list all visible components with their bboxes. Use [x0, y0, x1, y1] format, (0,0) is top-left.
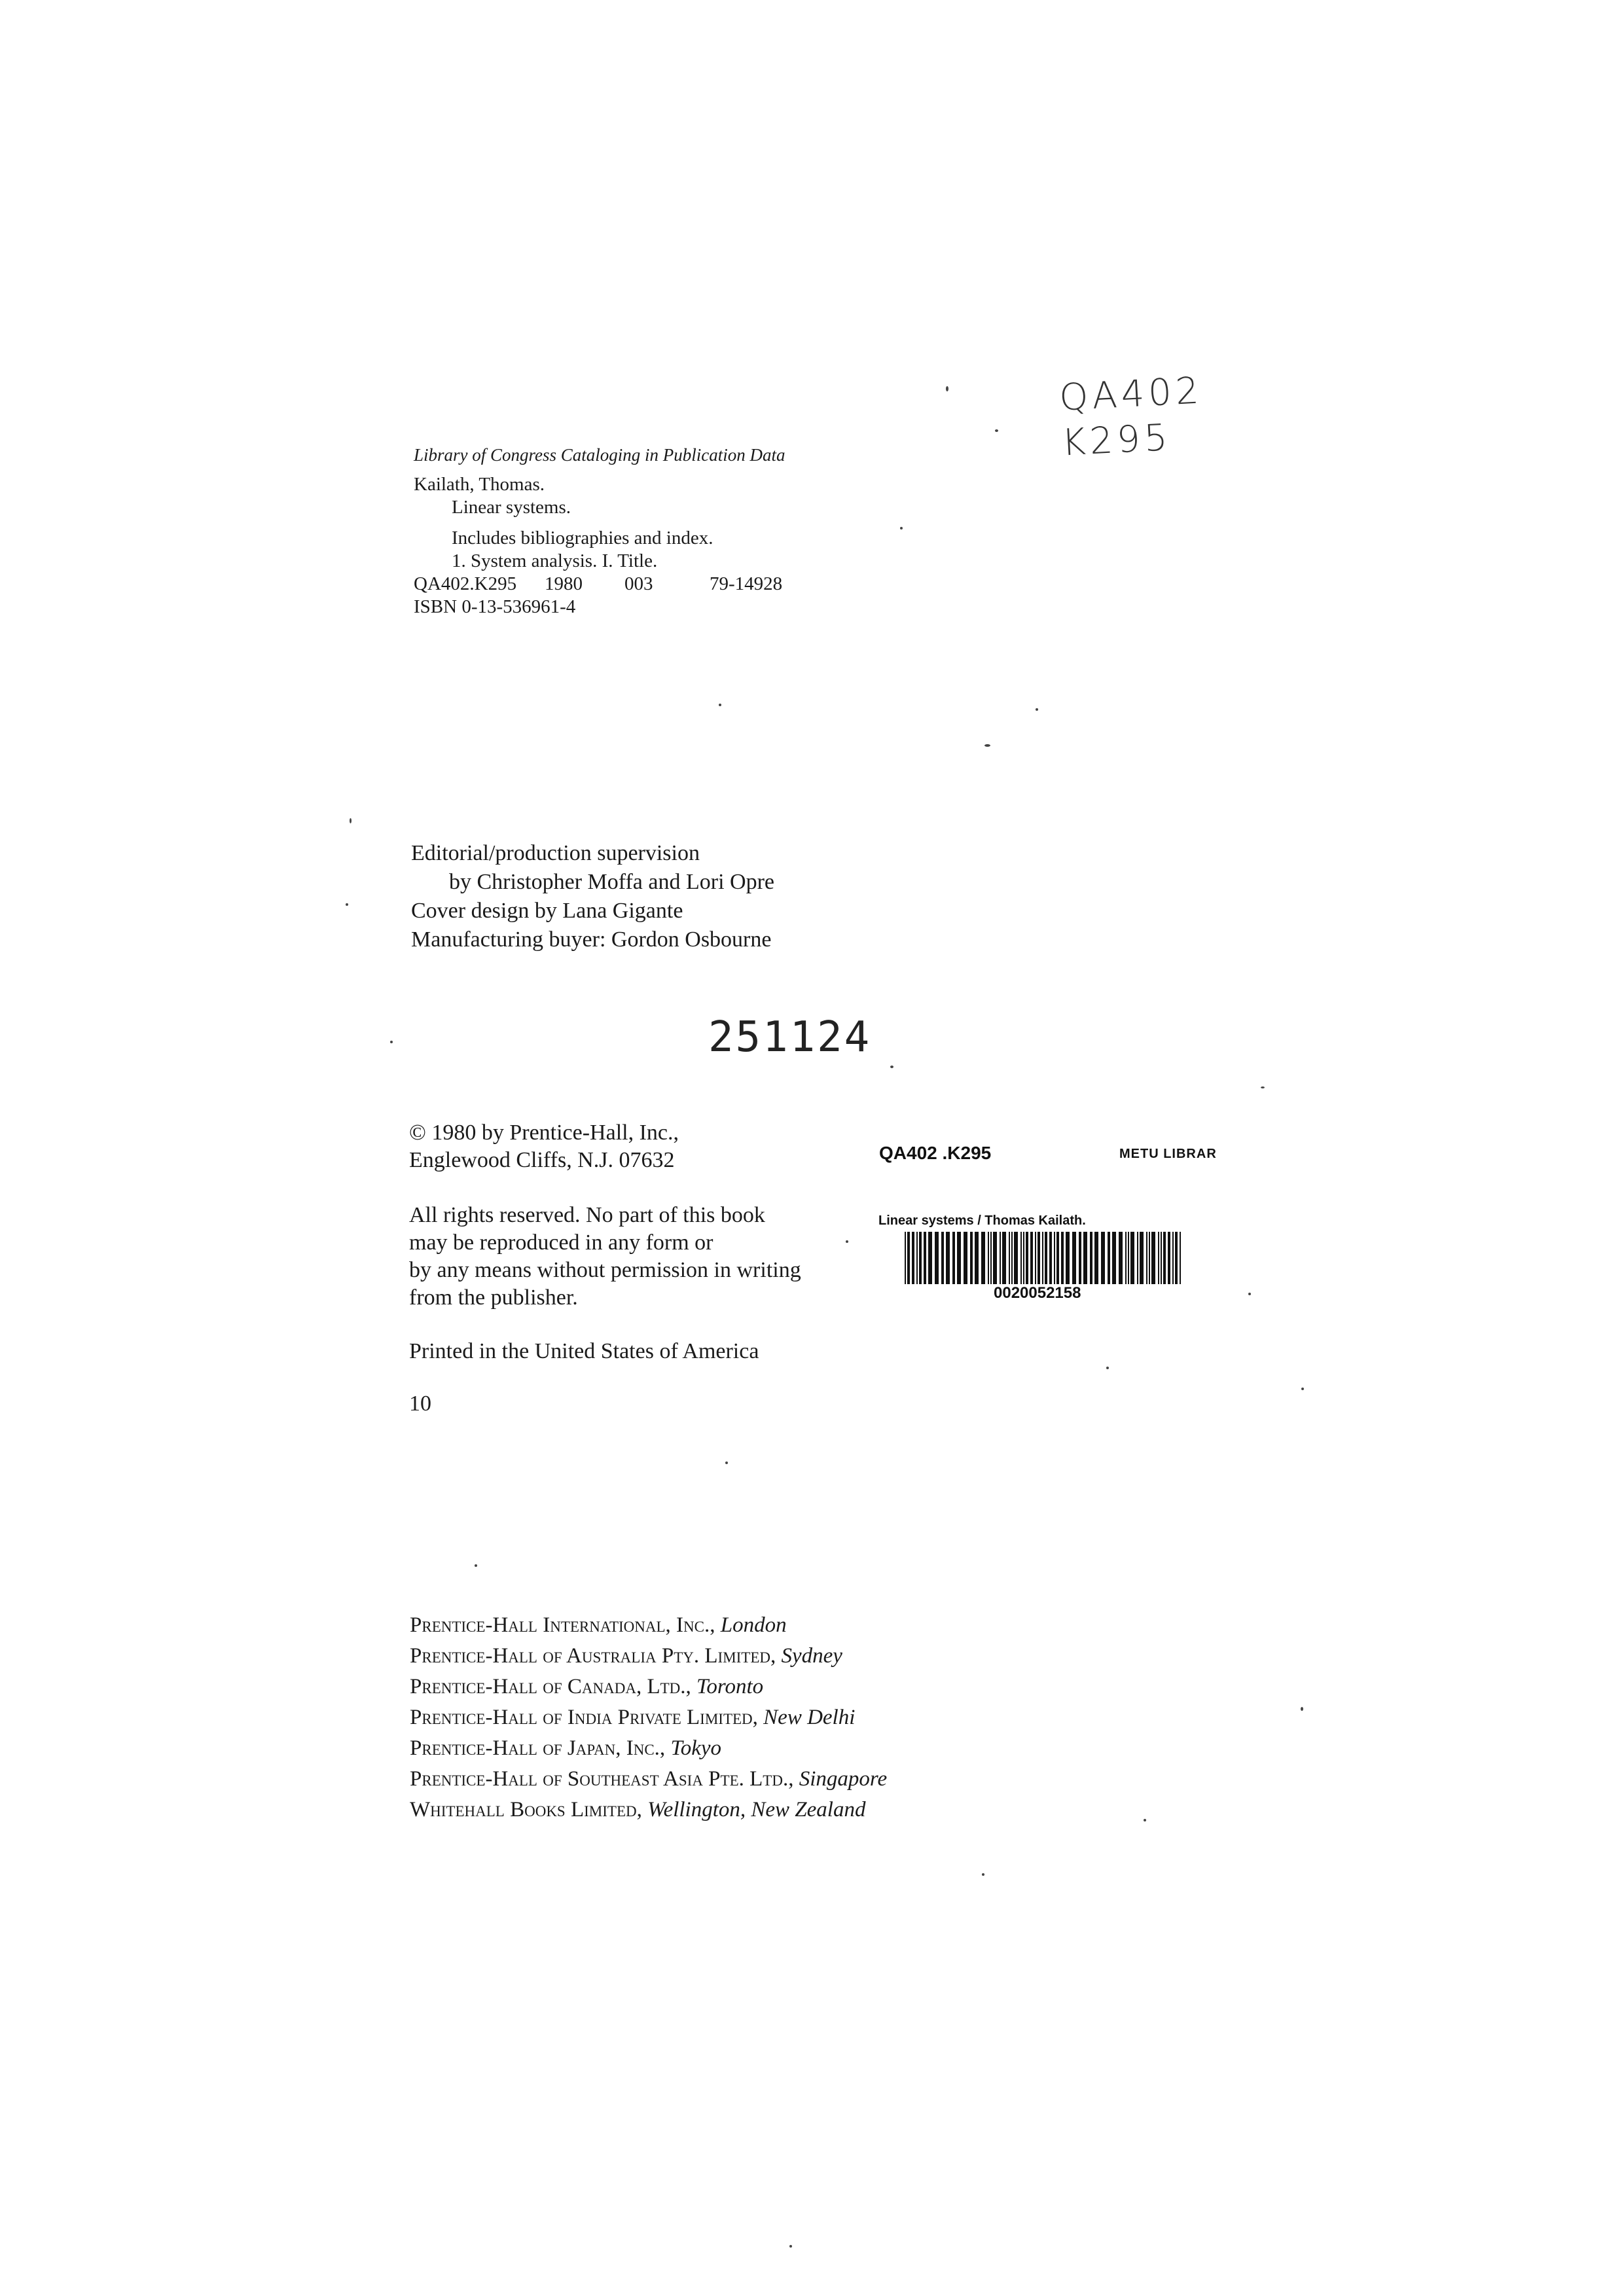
- label-call-number: QA402 .K295: [879, 1143, 992, 1163]
- barcode-bar: [1149, 1232, 1150, 1284]
- barcode-bar: [990, 1232, 992, 1284]
- barcode-bar: [993, 1232, 997, 1284]
- barcode-bar: [1049, 1232, 1052, 1284]
- publisher-item: [410, 1733, 887, 1764]
- barcode-bar: [1163, 1232, 1166, 1284]
- publisher-name: Prentice-Hall of Australia Pty. Limited,: [410, 1644, 782, 1668]
- cip-lccn: 79-14928: [710, 573, 783, 594]
- barcode-bar: [1112, 1232, 1116, 1284]
- cip-note: Includes bibliographies and index.: [452, 528, 713, 548]
- publisher-name: Prentice-Hall International, Inc.,: [410, 1613, 721, 1637]
- barcode: [903, 1232, 1183, 1287]
- barcode-bar: [1128, 1232, 1129, 1284]
- credits-line-2: by Christopher Moffa and Lori Opre: [449, 870, 774, 894]
- copyright-block: [409, 1119, 679, 1174]
- cip-isbn: ISBN 0-13-536961-4: [414, 596, 576, 617]
- barcode-bar: [912, 1232, 914, 1284]
- barcode-bar: [1094, 1232, 1098, 1284]
- publisher-name: Prentice-Hall of Southeast Asia Pte. Ltd.,: [410, 1767, 799, 1791]
- publisher-city: London: [720, 1613, 787, 1637]
- barcode-bar: [1108, 1232, 1110, 1284]
- publisher-name: Prentice-Hall of Japan, Inc.,: [410, 1736, 671, 1760]
- barcode-bar: [1130, 1232, 1134, 1284]
- barcode-bar: [1000, 1232, 1001, 1284]
- barcode-bar: [905, 1232, 906, 1284]
- credits-line-4: Manufacturing buyer: Gordon Osbourne: [411, 927, 772, 952]
- barcode-bar: [1035, 1232, 1036, 1284]
- credits-line-1: Editorial/production supervision: [411, 841, 700, 865]
- barcode-bar: [1023, 1232, 1024, 1284]
- publisher-name: Prentice-Hall of Canada, Ltd.,: [410, 1675, 697, 1698]
- credits-block: [411, 839, 774, 954]
- label-library-name: METU LIBRAR: [1119, 1147, 1217, 1161]
- publisher-item: [410, 1672, 887, 1702]
- barcode-bar: [1158, 1232, 1159, 1284]
- barcode-bar: [1014, 1232, 1018, 1284]
- barcode-bar: [1137, 1232, 1138, 1284]
- handwritten-line-1: QA402: [1058, 369, 1204, 420]
- barcode-bar: [924, 1232, 926, 1284]
- publisher-city: New Delhi: [763, 1706, 856, 1729]
- barcode-bar: [916, 1232, 918, 1284]
- publisher-item: [410, 1641, 887, 1672]
- publisher-item: [410, 1610, 887, 1641]
- barcode-bar: [1125, 1232, 1127, 1284]
- copyright-line-2: Englewood Cliffs, N.J. 07632: [409, 1148, 675, 1172]
- copyright-line-1: © 1980 by Prentice-Hall, Inc.,: [409, 1121, 679, 1145]
- barcode-bar: [1011, 1232, 1013, 1284]
- barcode-bar: [1175, 1232, 1178, 1284]
- cip-classification: [414, 573, 785, 596]
- barcode-bar: [1009, 1232, 1010, 1284]
- printing-number: 10: [409, 1391, 431, 1416]
- barcode-bar: [1002, 1232, 1006, 1284]
- barcode-bar: [946, 1232, 950, 1284]
- barcode-bar: [1161, 1232, 1162, 1284]
- barcode-bar: [1101, 1232, 1105, 1284]
- label-title-line: Linear systems / Thomas Kailath.: [878, 1213, 1086, 1228]
- cip-class-number: QA402.K295: [414, 573, 517, 594]
- barcode-bar: [952, 1232, 955, 1284]
- barcode-bar: [1180, 1232, 1181, 1284]
- barcode-bar: [957, 1232, 961, 1284]
- printed-in: Printed in the United States of America: [409, 1339, 759, 1363]
- publisher-item: [410, 1702, 887, 1733]
- barcode-bar: [1020, 1232, 1022, 1284]
- barcode-bar: [1079, 1232, 1081, 1284]
- barcode-bar: [1146, 1232, 1147, 1284]
- barcode-number: 0020052158: [994, 1284, 1081, 1302]
- publisher-list: [410, 1610, 887, 1825]
- handwritten-line-2: K295: [1060, 416, 1173, 465]
- barcode-bar: [919, 1232, 922, 1284]
- cip-block: [414, 444, 785, 619]
- handwritten-call-number: [1058, 369, 1206, 464]
- barcode-bar: [988, 1232, 989, 1284]
- barcode-bar: [907, 1232, 910, 1284]
- barcode-bar: [1026, 1232, 1028, 1284]
- barcode-bar: [1072, 1232, 1076, 1284]
- barcode-bar: [1056, 1232, 1059, 1284]
- publisher-item: [410, 1795, 887, 1825]
- barcode-bar: [928, 1232, 932, 1284]
- cip-title: Linear systems.: [452, 497, 571, 518]
- cip-subjects: 1. System analysis. I. Title.: [452, 550, 658, 571]
- publisher-city: Wellington, New Zealand: [647, 1798, 866, 1821]
- rights-line-3: by any means without permission in writing: [409, 1258, 801, 1282]
- barcode-bar: [935, 1232, 939, 1284]
- publisher-city: Toronto: [696, 1675, 764, 1698]
- cip-heading: Library of Congress Cataloging in Publication Data: [414, 445, 785, 465]
- barcode-bar: [1061, 1232, 1064, 1284]
- publisher-city: Tokyo: [670, 1736, 722, 1760]
- barcode-bar: [964, 1232, 967, 1284]
- barcode-bar: [1066, 1232, 1070, 1284]
- rights-block: [409, 1202, 801, 1312]
- cip-author: Kailath, Thomas.: [414, 474, 545, 495]
- barcode-bar: [1045, 1232, 1047, 1284]
- barcode-bar: [981, 1232, 985, 1284]
- publisher-item: [410, 1764, 887, 1795]
- rights-line-1: All rights reserved. No part of this book: [409, 1203, 765, 1227]
- rights-line-4: from the publisher.: [409, 1285, 578, 1310]
- barcode-bar: [1030, 1232, 1033, 1284]
- publisher-name: Prentice-Hall of India Private Limited,: [410, 1706, 764, 1729]
- barcode-bar: [1083, 1232, 1087, 1284]
- barcode-bar: [975, 1232, 979, 1284]
- barcode-bar: [1042, 1232, 1043, 1284]
- barcode-bars: [903, 1232, 1183, 1284]
- accession-number-stamp: 251124: [708, 1013, 872, 1062]
- barcode-bar: [1151, 1232, 1155, 1284]
- publisher-name: Whitehall Books Limited,: [410, 1798, 648, 1821]
- barcode-bar: [1038, 1232, 1040, 1284]
- barcode-bar: [1090, 1232, 1092, 1284]
- publisher-city: Sydney: [781, 1644, 842, 1668]
- barcode-bar: [970, 1232, 973, 1284]
- rights-line-2: may be reproduced in any form or: [409, 1230, 713, 1255]
- publisher-city: Singapore: [799, 1767, 888, 1791]
- barcode-bar: [1172, 1232, 1174, 1284]
- barcode-bar: [1119, 1232, 1123, 1284]
- barcode-bar: [941, 1232, 944, 1284]
- credits-line-3: Cover design by Lana Gigante: [411, 899, 683, 923]
- barcode-bar: [1168, 1232, 1170, 1284]
- barcode-bar: [1140, 1232, 1144, 1284]
- barcode-bar: [1054, 1232, 1055, 1284]
- cip-dewey: 003: [624, 573, 653, 594]
- cip-year: 1980: [545, 573, 583, 594]
